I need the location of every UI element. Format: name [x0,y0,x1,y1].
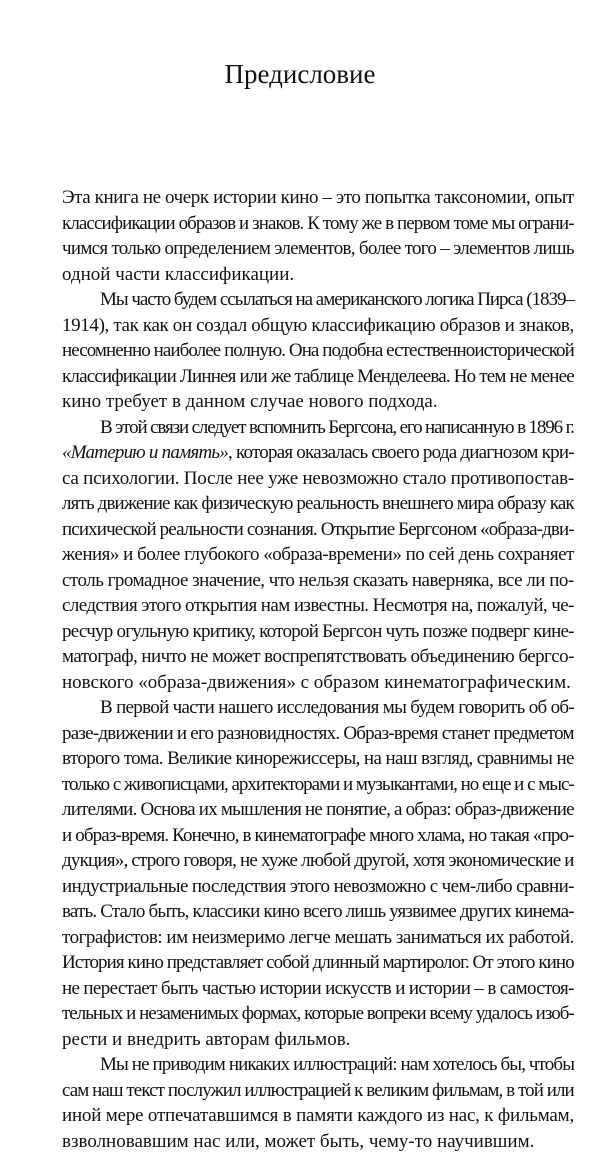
text-line: тографистов: им неизмеримо легче мешать заниматься их работой. [62,925,577,951]
text-line: «Материю и память», которая оказалась своего рода диагнозом кри- [62,440,577,466]
text-line: са психологии. После нее уже невозможно стало противопостав- [62,466,577,492]
text-line: матограф, ничто не может воспрепятствовать объединению бергсо- [62,644,577,670]
text-line: чимся только определением элементов, более того – элементов лишь [62,236,577,262]
text-line: разе-движении и его разновидностях. Образ-время станет предметом [62,721,577,747]
text-line: одной части классификации. [62,262,577,288]
text-line: 1914), так как он создал общую классификацию образов и знаков, [62,313,577,339]
text-line: столь громадное значение, что нельзя сказать наверняка, все ли по- [62,568,577,594]
text-line: сам наш текст послужил иллюстрацией к великим фильмам, в той или [62,1078,577,1104]
text-line: Эта книга не очерк истории кино – это попытка таксономии, опыт [62,185,577,211]
text-line: рести и внедрить авторам фильмов. [62,1027,577,1053]
paragraph [62,287,577,415]
text-line: лять движение как физическую реальность внешнего мира образу как [62,491,577,517]
text-line: классификации Линнея или же таблице Менделеева. Но тем не менее [62,364,577,390]
text-line: лителями. Основа их мышления не понятие, а образ: образ-движение [62,797,577,823]
text-line: следствия этого открытия нам известны. Несмотря на, пожалуй, че- [62,593,577,619]
text-line: не перестает быть частью истории искусств и истории – в самостоя- [62,976,577,1002]
paragraph [62,415,577,696]
text-line: психической реальности сознания. Открытие Бергсоном «образа-дви- [62,517,577,543]
book-title: «Материю и память» [62,442,228,463]
text-line: вать. Стало быть, классики кино всего лишь уязвимее других кинема- [62,899,577,925]
text-line: индустриальные последствия этого невозможно с чем-либо сравни- [62,874,577,900]
text-line: Мы часто будем ссылаться на американского логика Пирса (1839– [62,287,577,313]
text-line: новского «образа-движения» с образом кинематографическим. [62,670,577,696]
text-line: ресчур огульную критику, которой Бергсон чуть позже подверг кине- [62,619,577,645]
page-title: Предисловие [0,58,600,90]
text-line: несомненно наиболее полную. Она подобна естественноисторической [62,338,577,364]
text-line: Мы не приводим никаких иллюстраций: нам хотелось бы, чтобы [62,1052,577,1078]
paragraph [62,185,577,287]
text-line: жения» и более глубокого «образа-времени» по сей день сохраняет [62,542,577,568]
text-line: В этой связи следует вспомнить Бергсона, его написанную в 1896 г. [62,415,577,441]
text-line: взволновавшим нас или, может быть, чему-то научившим. [62,1129,577,1154]
text-line: История кино представляет собой длинный мартиролог. От этого кино [62,950,577,976]
text-line: только с живописцами, архитекторами и музыкантами, но еще и с мыс- [62,772,577,798]
text-line: иной мере отпечатавшимся в памяти каждого из нас, к фильмам, [62,1103,577,1129]
text-line: классификации образов и знаков. К тому же в первом томе мы ограни- [62,211,577,237]
body-text [62,185,577,1154]
text-line: В первой части нашего исследования мы будем говорить об об- [62,695,577,721]
text-line: кино требует в данном случае нового подхода. [62,389,577,415]
text-line: тельных и незаменимых формах, которые вопреки всему удалось изоб- [62,1001,577,1027]
text-line: второго тома. Великие кинорежиссеры, на наш взгляд, сравнимы не [62,746,577,772]
text-line: дукция», строго говоря, не хуже любой другой, хотя экономические и [62,848,577,874]
paragraph [62,695,577,1052]
paragraph [62,1052,577,1154]
text-line: и образ-время. Конечно, в кинематографе много хлама, но такая «про- [62,823,577,849]
